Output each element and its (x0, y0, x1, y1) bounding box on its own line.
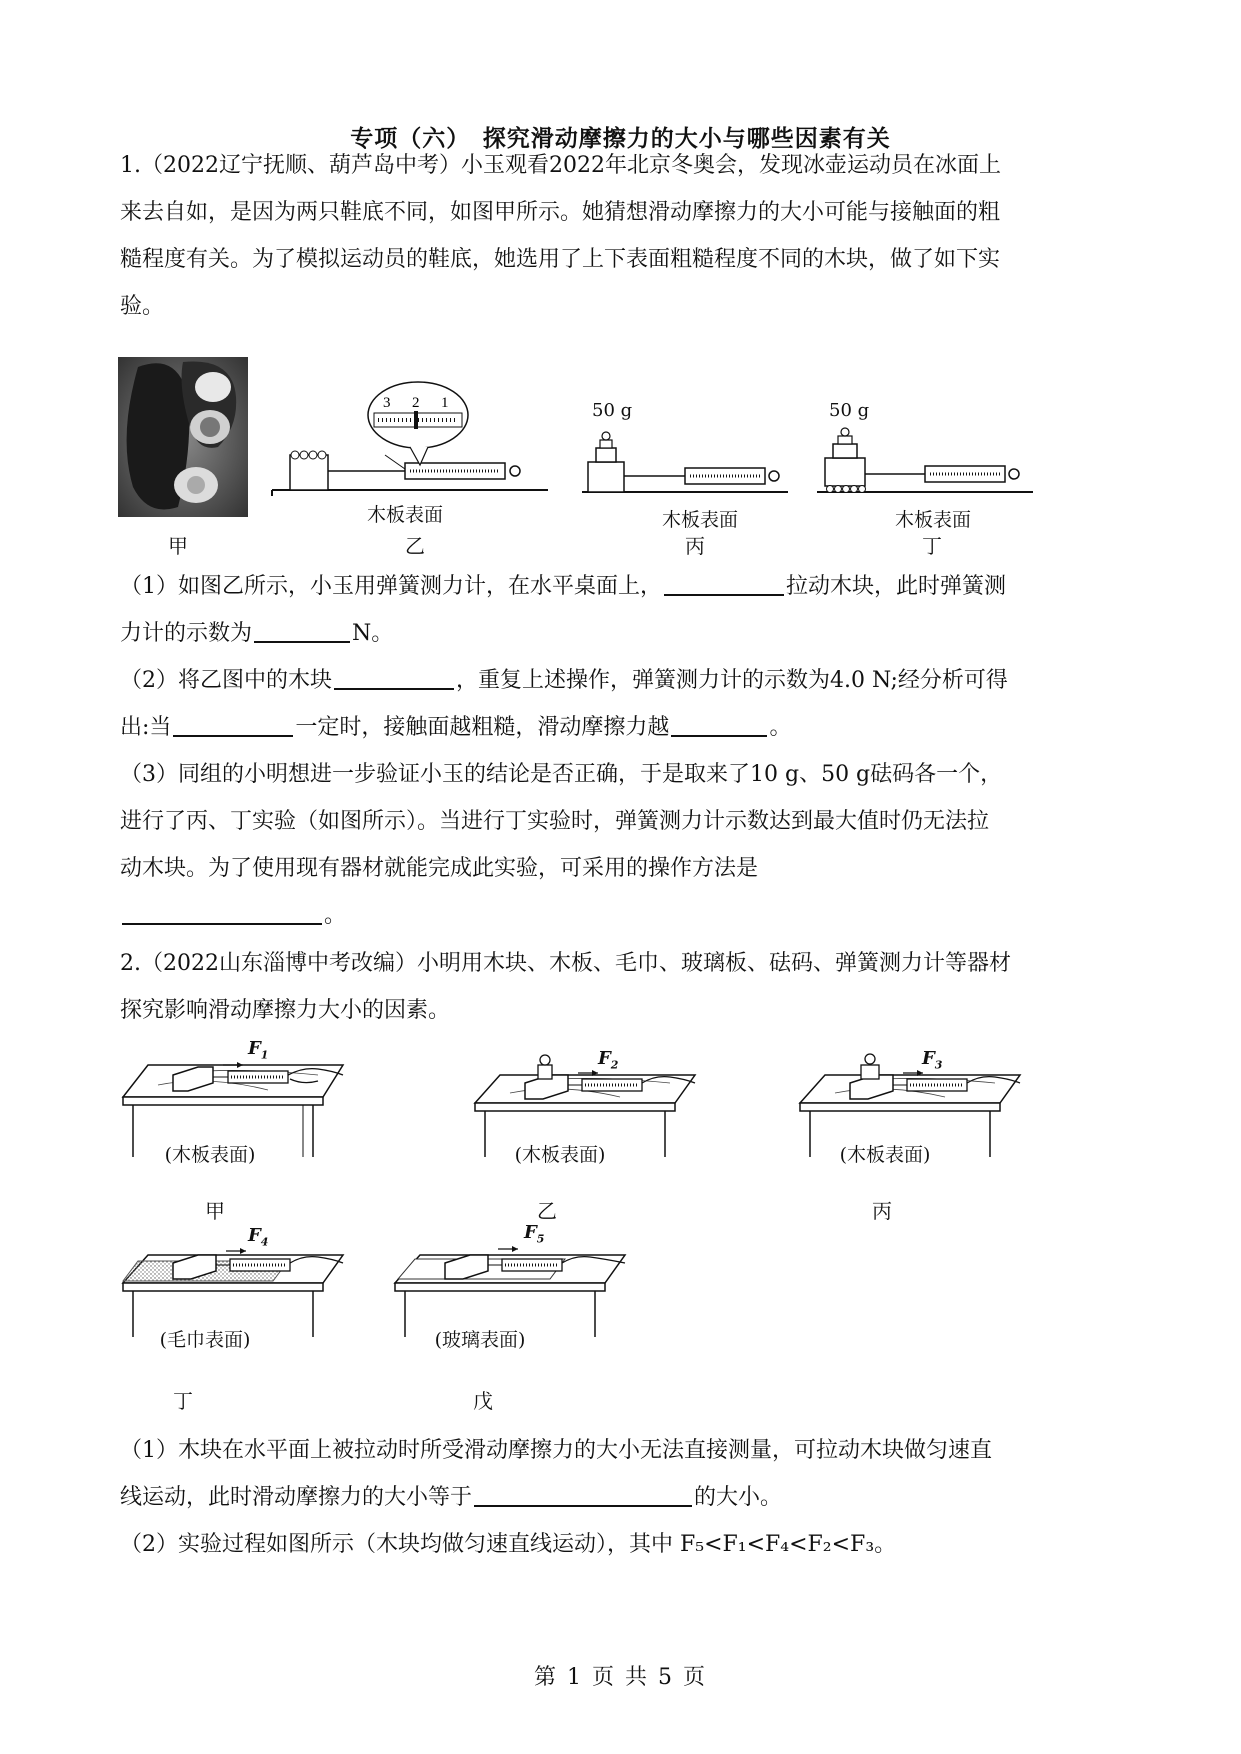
q2-part2-line: （2）实验过程如图所示（木块均做匀速直线运动），其中 F₅<F₁<F₄<F₂<F₃。 (120, 1532, 897, 1557)
q2-figure-label: 戊 (473, 1389, 493, 1413)
q2-stem (120, 940, 1120, 1034)
surface-caption: 木板表面 (894, 509, 971, 531)
answer-blank[interactable] (474, 1481, 692, 1507)
answer-blank[interactable] (173, 711, 293, 737)
q2-part1-line1: （1）木块在水平面上被拉动时所受滑动摩擦力的大小无法直接测量，可拉动木块做匀速直 (120, 1438, 993, 1463)
q2-figure-label: 丁 (173, 1389, 193, 1413)
force-label-f5: $F_5$ (524, 1222, 545, 1246)
q2-figure-label: 丙 (872, 1199, 892, 1223)
surface-caption: 木板表面 (366, 504, 443, 526)
q2-caption: (毛巾表面) (159, 1329, 251, 1351)
surface-caption: 木板表面 (661, 509, 738, 531)
mass-label: 50 g (829, 400, 870, 421)
q1-stem-line: 来去自如，是因为两只鞋底不同，如图甲所示。她猜想滑动摩擦力的大小可能与接触面的粗 (120, 200, 1001, 225)
q2-figure-wu (390, 1225, 630, 1340)
q2-stem-line: 探究影响滑动摩擦力大小的因素。 (120, 998, 451, 1023)
page-title: 专项（六） 探究滑动摩擦力的大小与哪些因素有关 (350, 125, 891, 152)
q1-subquestions (120, 563, 1120, 939)
q2-figure-label: 甲 (205, 1199, 225, 1223)
q1-figure-label-ding: 丁 (922, 534, 942, 558)
q2-subquestions (120, 1427, 1120, 1568)
q1-stem-line: 1.（2022辽宁抚顺、葫芦岛中考）小玉观看2022年北京冬奥会，发现冰壶运动员在冰面上 (120, 153, 1001, 178)
mass-label: 50 g (592, 400, 633, 421)
q1-figure-label-yi: 乙 (405, 534, 425, 558)
q2-figure-label: 乙 (537, 1199, 557, 1223)
q1-part1-line1: （1）如图乙所示，小玉用弹簧测力计，在水平桌面上， 拉动木块，此时弹簧测 (120, 563, 1120, 610)
q1-figure-label-bing: 丙 (685, 534, 705, 558)
q2-figure-ding (118, 1225, 348, 1340)
q1-part3-line: 进行了丙、丁实验（如图所示）。当进行丁实验时，弹簧测力计示数达到最大值时仍无法拉 (120, 809, 990, 834)
q1-part1-line2: 力计的示数为 N。 (120, 610, 1120, 657)
page-footer: 第 1 页 共 5 页 (534, 1665, 707, 1690)
q2-stem-line: 2.（2022山东淄博中考改编）小明用木块、木板、毛巾、玻璃板、砝码、弹簧测力计等器材 (120, 951, 1011, 976)
q1-part3-answer-line: 。 (120, 892, 1120, 939)
answer-blank[interactable] (334, 664, 454, 690)
scale-number: 3 (383, 395, 391, 411)
q2-caption: (木板表面) (164, 1144, 256, 1166)
force-label-f1: $F_1$ (248, 1038, 269, 1062)
q2-caption: (玻璃表面) (434, 1329, 526, 1351)
answer-blank[interactable] (664, 570, 784, 596)
scale-number: 2 (412, 395, 420, 411)
force-label-f3: $F_3$ (922, 1048, 943, 1072)
q1-part3-line: 动木块。为了使用现有器材就能完成此实验，可采用的操作方法是 (120, 856, 759, 881)
q1-stem-line: 验。 (120, 294, 165, 319)
q1-part2-line1: （2）将乙图中的木块 ，重复上述操作，弹簧测力计的示数为4.0 N;经分析可得 (120, 657, 1120, 704)
force-label-f4: $F_4$ (248, 1225, 269, 1249)
answer-blank[interactable] (671, 711, 767, 737)
q2-part1-line2: 线运动，此时滑动摩擦力的大小等于 的大小。 (120, 1474, 1120, 1521)
q2-caption: (木板表面) (839, 1144, 931, 1166)
answer-blank[interactable] (254, 617, 350, 643)
q1-part2-line2: 出:当 一定时，接触面越粗糙，滑动摩擦力越 。 (120, 704, 1120, 751)
q1-stem (120, 142, 1120, 330)
q1-figure-label-jia: 甲 (168, 534, 188, 558)
force-label-f2: $F_2$ (598, 1048, 619, 1072)
q2-caption: (木板表面) (514, 1144, 606, 1166)
figure-yi-setup (270, 375, 550, 500)
scale-number: 1 (441, 395, 449, 411)
q1-part3-line: （3）同组的小明想进一步验证小玉的结论是否正确，于是取来了10 g、50 g砝码各一个， (120, 762, 1003, 787)
answer-blank[interactable] (122, 899, 322, 925)
q1-stem-line: 糙程度有关。为了模拟运动员的鞋底，她选用了上下表面粗糙程度不同的木块，做了如下实 (120, 247, 1001, 272)
shoe-sole-photo (118, 357, 248, 517)
